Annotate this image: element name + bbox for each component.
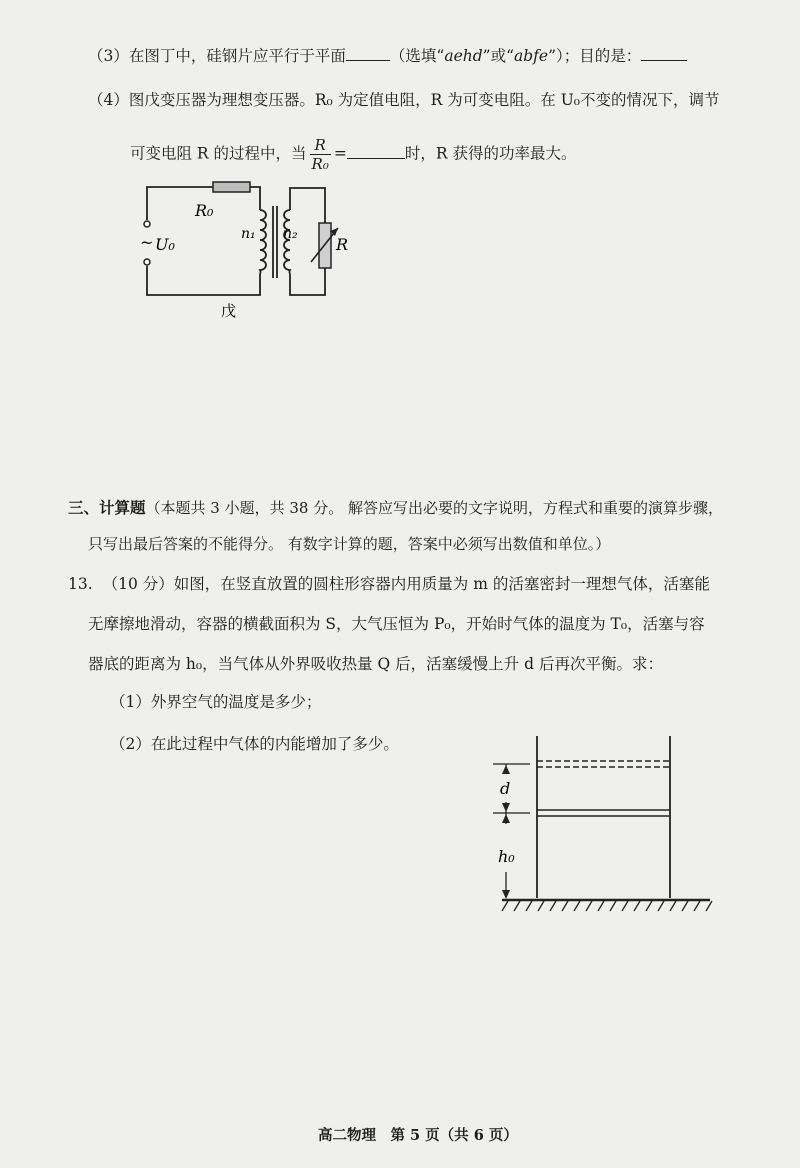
source-terminal-top (144, 221, 150, 227)
q4-line-2 (130, 136, 576, 173)
label-n2: n₂ (283, 226, 298, 242)
label-u0: U₀ (155, 235, 175, 254)
q13-text-1: （10 分）如图，在竖直放置的圆柱形容器内用质量为 m 的活塞密封一理想气体，活塞能 (102, 575, 710, 593)
q3-blank-plane[interactable] (346, 46, 390, 61)
q3-line (88, 44, 687, 68)
label-n1: n₁ (241, 226, 256, 242)
q13-sub-1-text: （1）外界空气的温度是多少； (110, 693, 322, 711)
q3-text-a: 在图丁中，硅钢片应平行于平面 (128, 47, 346, 65)
q13-number: 13. (68, 575, 93, 593)
label-d: d (500, 779, 511, 798)
q3-text-c: ”或“ (482, 47, 515, 65)
q13-text-2: 无摩擦地滑动，容器的横截面积为 S，大气压恒为 P₀，开始时气体的温度为 T₀，活塞与容 (88, 615, 705, 633)
transformer-circuit-diagram (135, 178, 365, 328)
q13-sub-1 (110, 690, 321, 714)
label-r0: R₀ (195, 201, 214, 220)
footer-text: 高二物理 第 5 页（共 6 页） (318, 1127, 518, 1144)
label-r: R (336, 235, 349, 254)
label-ac: ~ (140, 233, 154, 252)
q13-sub-2-text: （2）在此过程中气体的内能增加了多少。 (110, 735, 399, 753)
q3-blank-purpose[interactable] (641, 46, 687, 61)
q4-text-1: 图戊变压器为理想变压器。R₀ 为定值电阻，R 为可变电阻。在 U₀不变的情况下，调节 (128, 91, 720, 109)
page-footer (318, 1124, 518, 1148)
q13-sub-2 (110, 732, 399, 756)
q4-text-2b: 时，R 获得的功率最大。 (404, 144, 577, 163)
ground-hatching (502, 901, 712, 911)
q3-option-1: aehd (444, 47, 483, 65)
section3-intro-1: （本题共 3 小题，共 38 分。 解答应写出必要的文字说明，方程式和重要的演算步骤， (145, 499, 723, 517)
q4-fraction (310, 136, 331, 173)
section3-heading: 三、计算题 (68, 498, 146, 517)
q13-line-3 (88, 652, 663, 676)
section3-intro-2: 只写出最后答案的不能得分。 有数字计算的题，答案中必须写出数值和单位。） (88, 535, 611, 553)
piston-final-position (537, 761, 670, 767)
q4-eq: = (333, 144, 347, 163)
q4-frac-den: R₀ (311, 155, 329, 173)
q13-line-2 (88, 612, 705, 636)
q4-frac-num: R (310, 136, 331, 155)
figure-caption: 戊 (221, 302, 237, 320)
section3-line-1 (68, 496, 723, 520)
q4-label: （4） (88, 91, 129, 109)
q4-text-2a: 可变电阻 R 的过程中，当 (130, 144, 307, 163)
q13-text-3: 器底的距离为 h₀，当气体从外界吸收热量 Q 后，活塞缓慢上升 d 后再次平衡。求： (88, 655, 663, 673)
cylinder-piston-diagram (488, 730, 728, 930)
q3-option-2: abfe (514, 47, 549, 65)
q3-text-d: ”）；目的是： (548, 47, 642, 65)
q4-blank-ratio[interactable] (347, 144, 405, 159)
label-h0: h₀ (498, 847, 515, 866)
section3-line-2 (88, 532, 610, 556)
q4-line-1 (88, 88, 720, 112)
piston-initial-position (537, 810, 670, 816)
q3-label: （3） (88, 47, 129, 65)
source-terminal-bottom (144, 259, 150, 265)
q13-line-1 (68, 572, 710, 596)
q3-text-b: （选填“ (389, 47, 445, 65)
r0-resistor (213, 182, 250, 192)
